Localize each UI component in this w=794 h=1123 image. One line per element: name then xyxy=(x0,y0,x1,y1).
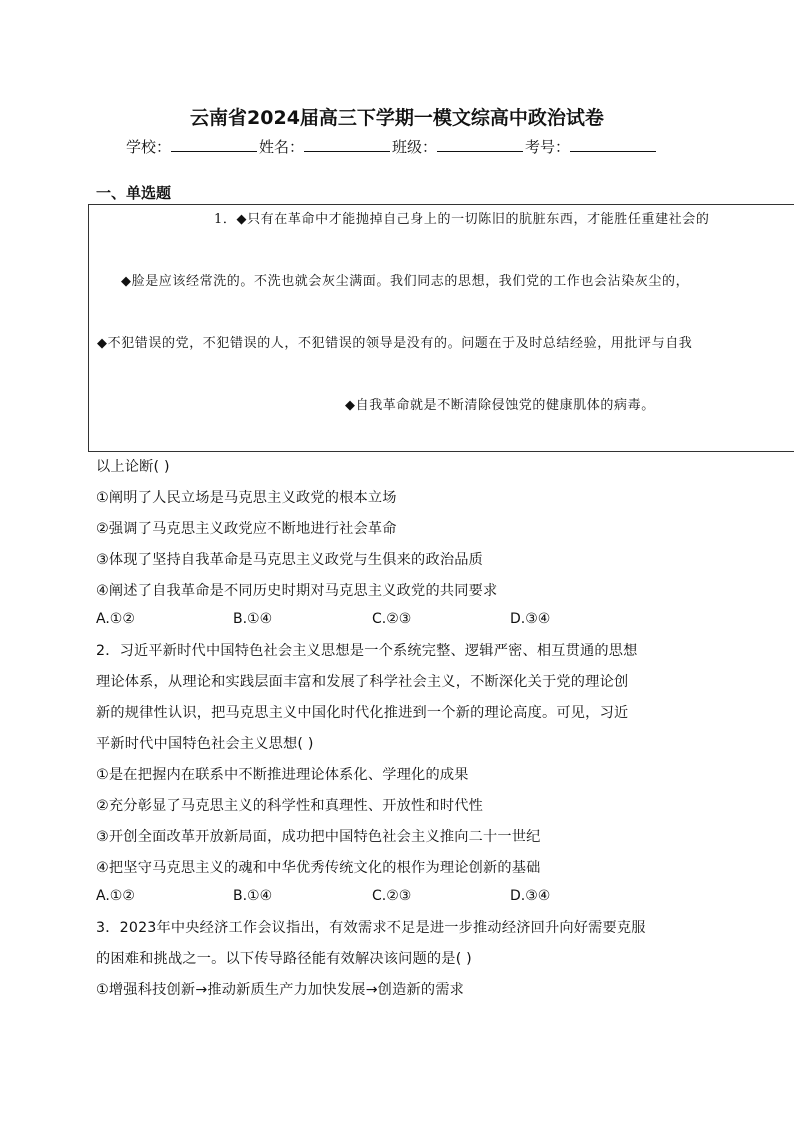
school-label: 学校： xyxy=(126,138,172,156)
q2-stem-line-1: 2．习近平新时代中国特色社会主义思想是一个系统完整、逻辑严密、相互贯通的思想 xyxy=(96,643,638,659)
q1-quote-1: 1．◆只有在革命中才能抛掉自己身上的一切陈旧的肮脏东西，才能胜任重建社会的 xyxy=(214,212,710,227)
q2-option-b[interactable]: B.①④ xyxy=(233,888,273,904)
school-blank[interactable] xyxy=(171,137,257,152)
q1-option-d[interactable]: D.③④ xyxy=(510,611,551,627)
q1-option-c[interactable]: C.②③ xyxy=(372,611,412,627)
q1-item-2: ②强调了马克思主义政党应不断地进行社会革命 xyxy=(96,521,397,537)
q3-item-1: ①增强科技创新→推动新质生产力加快发展→创造新的需求 xyxy=(96,982,465,998)
q1-option-b[interactable]: B.①④ xyxy=(233,611,273,627)
number-label: 考号： xyxy=(525,138,571,156)
q2-stem-line-2: 理论体系，从理论和实践层面丰富和发展了科学社会主义，不断深化关于党的理论创 xyxy=(96,674,629,690)
exam-title: 云南省2024届高三下学期一模文综高中政治试卷 xyxy=(190,107,604,129)
q2-stem-line-4: 平新时代中国特色社会主义思想( ) xyxy=(96,736,314,752)
q1-item-1: ①阐明了人民立场是马克思主义政党的根本立场 xyxy=(96,490,397,506)
q3-stem-line-1: 3．2023年中央经济工作会议指出，有效需求不足是进一步推动经济回升向好需要克服 xyxy=(96,920,646,936)
q2-stem-line-3: 新的规律性认识，把马克思主义中国化时代化推进到一个新的理论高度。可见，习近 xyxy=(96,705,629,721)
q1-item-3: ③体现了坚持自我革命是马克思主义政党与生俱来的政治品质 xyxy=(96,552,483,568)
q1-quote-2: ◆脸是应该经常洗的。不洗也就会灰尘满面。我们同志的思想，我们党的工作也会沾染灰尘的， xyxy=(121,274,690,289)
q2-item-2: ②充分彰显了马克思主义的科学性和真理性、开放性和时代性 xyxy=(96,798,483,814)
class-label: 班级： xyxy=(392,138,438,156)
q2-option-a[interactable]: A.①② xyxy=(96,888,135,904)
class-blank[interactable] xyxy=(437,137,523,152)
q1-option-a[interactable]: A.①② xyxy=(96,611,135,627)
name-label: 姓名： xyxy=(259,138,305,156)
number-blank[interactable] xyxy=(570,137,656,152)
q1-quote-3: ◆不犯错误的党，不犯错误的人，不犯错误的领导是没有的。问题在于及时总结经验，用批评与自我 xyxy=(97,336,693,351)
q2-item-4: ④把坚守马克思主义的魂和中华优秀传统文化的根作为理论创新的基础 xyxy=(96,860,541,876)
section-title: 一、单选题 xyxy=(96,184,172,202)
q1-quote-box xyxy=(88,204,794,452)
q1-quote-4: ◆自我革命就是不断清除侵蚀党的健康肌体的病毒。 xyxy=(345,398,655,413)
q2-item-1: ①是在把握内在联系中不断推进理论体系化、学理化的成果 xyxy=(96,767,469,783)
q1-item-4: ④阐述了自我革命是不同历史时期对马克思主义政党的共同要求 xyxy=(96,583,498,599)
q2-item-3: ③开创全面改革开放新局面，成功把中国特色社会主义推向二十一世纪 xyxy=(96,829,541,845)
q3-stem-line-2: 的困难和挑战之一。以下传导路径能有效解决该问题的是( ) xyxy=(96,951,472,967)
student-info-row xyxy=(126,136,658,157)
q2-option-c[interactable]: C.②③ xyxy=(372,888,412,904)
q1-stem: 以上论断( ) xyxy=(96,459,170,475)
name-blank[interactable] xyxy=(304,137,390,152)
q2-option-d[interactable]: D.③④ xyxy=(510,888,551,904)
